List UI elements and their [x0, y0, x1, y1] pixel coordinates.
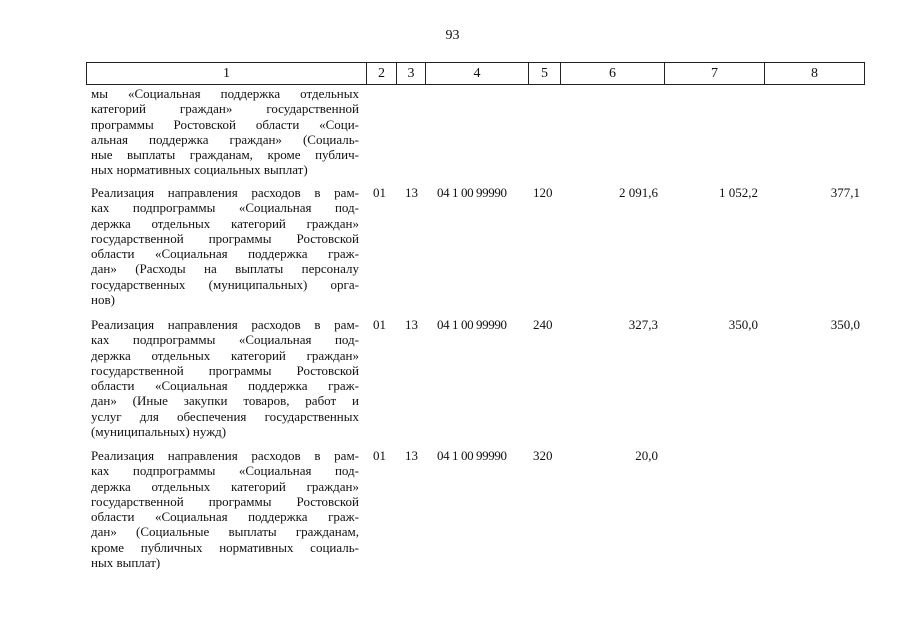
- description-line: дан» (Иные закупки товаров, работ и: [91, 393, 359, 409]
- description-line: государственной программы Ростовской: [91, 493, 359, 509]
- description-line: держка отдельных категорий граждан»: [91, 478, 359, 494]
- subsection-code: 13: [405, 185, 418, 200]
- header-cell-6: 6: [560, 62, 665, 85]
- description-line: ках подпрограммы «Социальная под-: [91, 200, 359, 216]
- description-line: области «Социальная поддержка граж-: [91, 246, 359, 262]
- description-line: государственной программы Ростовской: [91, 230, 359, 246]
- description-line: ных выплат): [91, 555, 161, 571]
- description-line: нов): [91, 292, 115, 308]
- target-article-code: 04 1 00 99990: [437, 448, 507, 463]
- subsection-code: 13: [405, 317, 418, 332]
- page-number: 93: [445, 28, 460, 43]
- description-line: Реализация направления расходов в рам-: [91, 317, 359, 332]
- amount-col-8: 377,1: [830, 185, 860, 200]
- header-cell-4: 4: [425, 62, 529, 85]
- section-code: 01: [373, 317, 386, 332]
- header-cell-5: 5: [528, 62, 561, 85]
- amount-col-6: 2 091,6: [619, 185, 658, 200]
- expense-type-code: 320: [533, 448, 553, 463]
- amount-col-6: 327,3: [628, 317, 658, 332]
- row-description: [91, 317, 359, 439]
- description-line: мы «Социальная поддержка отдельных: [91, 86, 359, 101]
- header-cell-2: 2: [366, 62, 397, 85]
- row-description: [91, 185, 359, 307]
- description-line: Реализация направления расходов в рам-: [91, 185, 359, 200]
- description-line: категорий граждан» государственной: [91, 101, 359, 117]
- description-line: держка отдельных категорий граждан»: [91, 215, 359, 231]
- expense-type-code: 240: [533, 317, 553, 332]
- description-line: государственных (муниципальных) орга-: [91, 276, 359, 292]
- description-line: ках подпрограммы «Социальная под-: [91, 463, 359, 479]
- amount-col-7: 1 052,2: [719, 185, 758, 200]
- description-line: ные выплаты гражданам, кроме публич-: [91, 147, 359, 163]
- target-article-code: 04 1 00 99990: [437, 317, 507, 332]
- description-line: области «Социальная поддержка граж-: [91, 509, 359, 525]
- subsection-code: 13: [405, 448, 418, 463]
- description-line: дан» (Социальные выплаты гражданам,: [91, 524, 359, 540]
- header-cell-8: 8: [764, 62, 865, 85]
- target-article-code: 04 1 00 99990: [437, 185, 507, 200]
- expense-type-code: 120: [533, 185, 553, 200]
- header-cell-7: 7: [664, 62, 765, 85]
- description-line: услуг для обеспечения государственных: [91, 408, 359, 424]
- row-description: [91, 448, 359, 570]
- section-code: 01: [373, 448, 386, 463]
- description-line: (муниципальных) нужд): [91, 424, 227, 440]
- description-line: области «Социальная поддержка граж-: [91, 378, 359, 394]
- description-line: Реализация направления расходов в рам-: [91, 448, 359, 463]
- description-line: кроме публичных нормативных социаль-: [91, 539, 359, 555]
- section-code: 01: [373, 185, 386, 200]
- description-line: держка отдельных категорий граждан»: [91, 347, 359, 363]
- description-line: программы Ростовской области «Соци-: [91, 116, 359, 132]
- amount-col-8: 350,0: [830, 317, 860, 332]
- description-line: альная поддержка граждан» (Социаль-: [91, 131, 359, 147]
- row-description: [91, 86, 359, 178]
- description-line: ных нормативных социальных выплат): [91, 162, 308, 178]
- description-line: ках подпрограммы «Социальная под-: [91, 332, 359, 348]
- header-cell-1: 1: [86, 62, 367, 85]
- description-line: государственной программы Ростовской: [91, 362, 359, 378]
- description-line: дан» (Расходы на выплаты персоналу: [91, 261, 359, 277]
- amount-col-7: 350,0: [728, 317, 758, 332]
- header-cell-3: 3: [396, 62, 426, 85]
- amount-col-6: 20,0: [635, 448, 658, 463]
